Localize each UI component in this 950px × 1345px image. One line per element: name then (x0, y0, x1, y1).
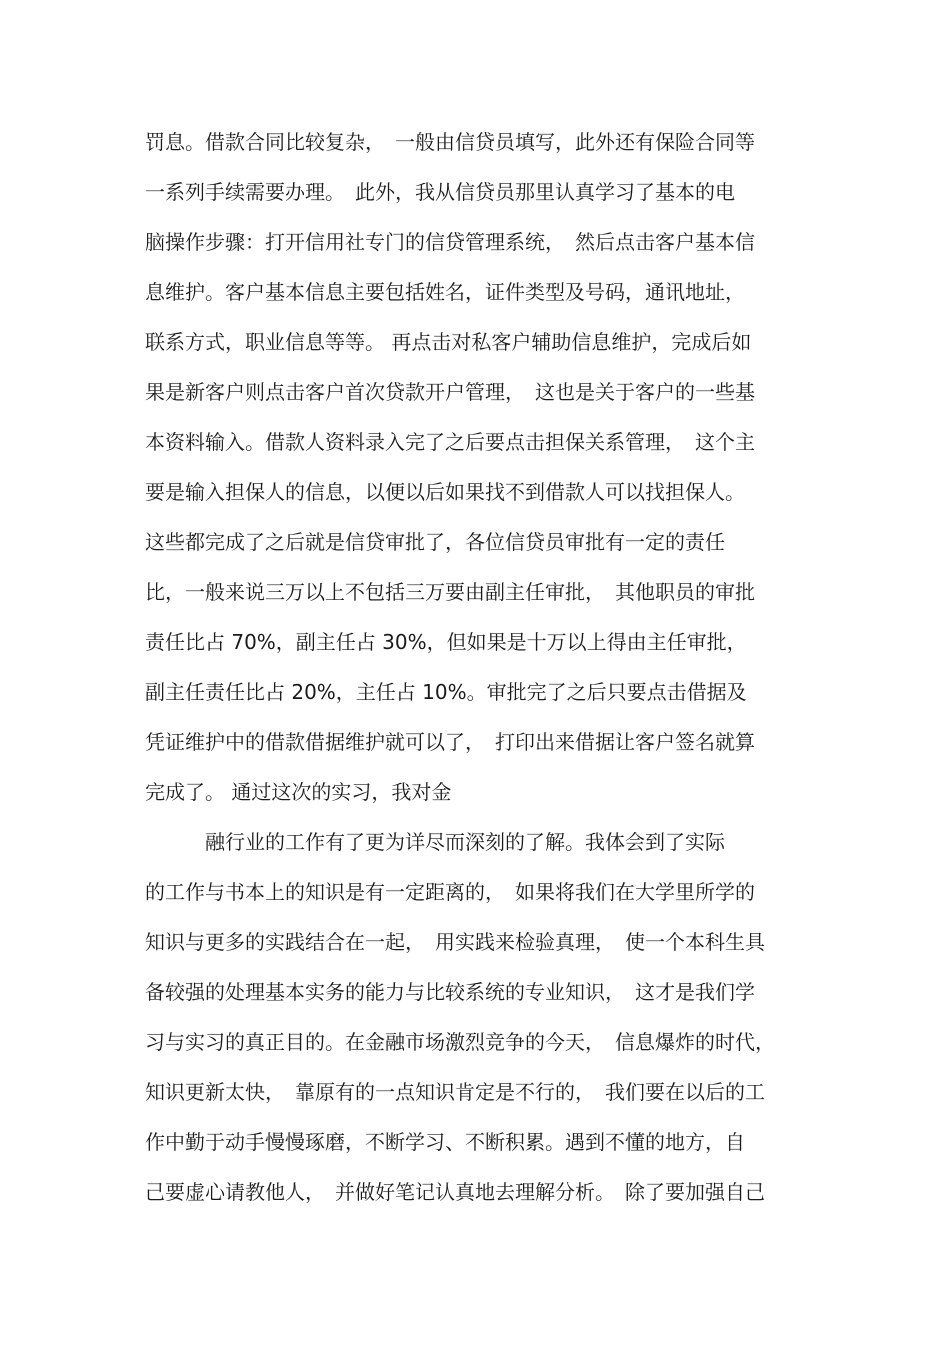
text-line: 联系方式，职业信息等等。 再点击对私客户辅助信息维护，完成后如 (145, 330, 752, 354)
text-line: 责任比占 70%，副主任占 30%，但如果是十万以上得由主任审批， (145, 630, 747, 654)
text-line: 凭证维护中的借款借据维护就可以了， 打印出来借据让客户签名就算 (145, 730, 755, 754)
text-line: 习与实习的真正目的。在金融市场激烈竞争的今天， 信息爆炸的时代， (145, 1030, 775, 1054)
text-line: 比，一般来说三万以上不包括三万要由副主任审批， 其他职员的审批 (145, 580, 755, 604)
text-line: 果是新客户则点击客户首次贷款开户管理， 这也是关于客户的一些基 (145, 380, 755, 404)
text-line: 息维护。客户基本信息主要包括姓名，证件类型及号码，通讯地址， (145, 280, 745, 304)
text-line: 融行业的工作有了更为详尽而深刻的了解。我体会到了实际 (145, 830, 725, 854)
text-line: 作中勤于动手慢慢琢磨，不断学习、不断积累。遇到不懂的地方，自 (145, 1130, 745, 1154)
text-line: 完成了。 通过这次的实习，我对金 (145, 780, 452, 804)
text-line: 的工作与书本上的知识是有一定距离的， 如果将我们在大学里所学的 (145, 880, 755, 904)
text-line: 这些都完成了之后就是信贷审批了，各位信贷员审批有一定的责任 (145, 530, 725, 554)
text-line: 脑操作步骤：打开信用社专门的信贷管理系统， 然后点击客户基本信 (145, 230, 755, 254)
text-line: 一系列手续需要办理。 此外，我从信贷员那里认真学习了基本的电 (145, 180, 735, 204)
text-line: 知识与更多的实践结合在一起， 用实践来检验真理， 使一个本科生具 (145, 930, 765, 954)
text-line: 要是输入担保人的信息，以便以后如果找不到借款人可以找担保人。 (145, 480, 745, 504)
text-line: 备较强的处理基本实务的能力与比较系统的专业知识， 这才是我们学 (145, 980, 755, 1004)
text-line: 副主任责任比占 20%，主任占 10%。审批完了之后只要点击借据及 (145, 680, 747, 704)
text-line: 罚息。借款合同比较复杂， 一般由信贷员填写，此外还有保险合同等 (145, 130, 755, 154)
text-line: 本资料输入。借款人资料录入完了之后要点击担保关系管理， 这个主 (145, 430, 755, 454)
text-line: 己要虚心请教他人， 并做好笔记认真地去理解分析。 除了要加强自己 (145, 1180, 765, 1204)
text-line: 知识更新太快， 靠原有的一点知识肯定是不行的， 我们要在以后的工 (145, 1080, 765, 1104)
